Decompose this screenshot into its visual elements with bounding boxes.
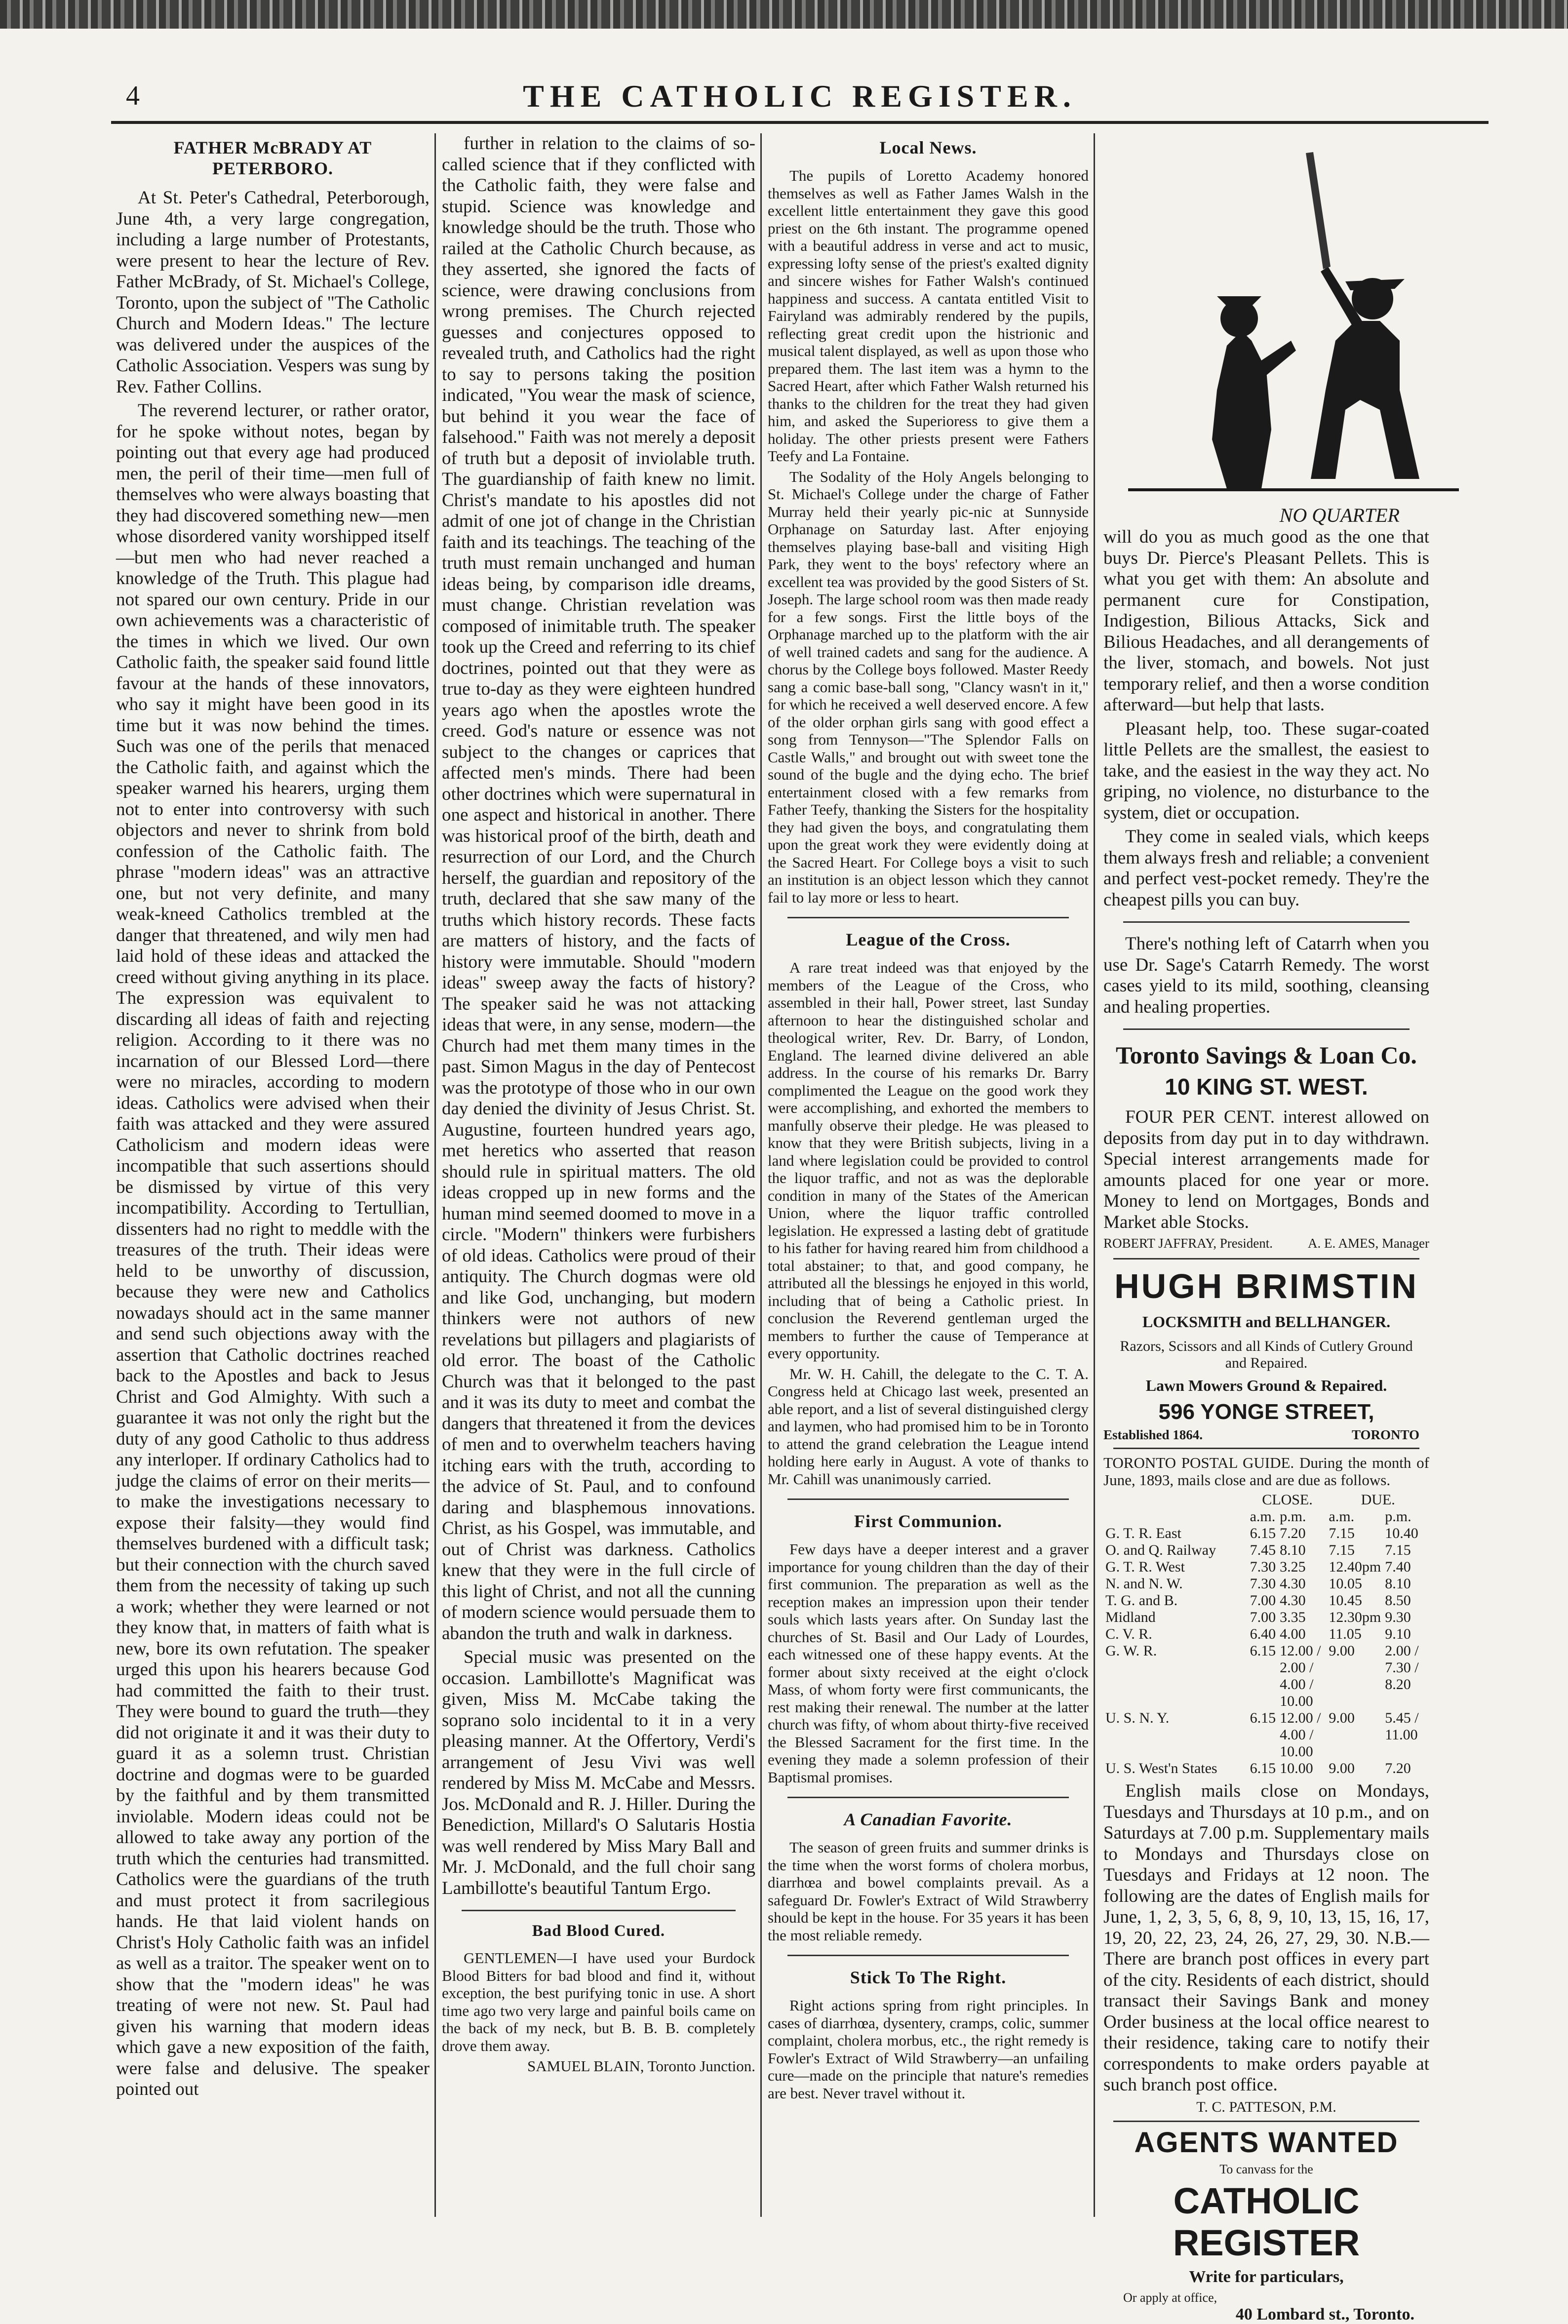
postal-cell: 12.00 / 4.00 / 10.00 — [1280, 1710, 1321, 1760]
postal-row — [1103, 1559, 1429, 1576]
postal-cell: 2.00 / 7.30 / 8.20 — [1385, 1643, 1419, 1693]
news-paragraph: Few days have a deeper interest and a graver importance for young children than the day of their first communion. The preparation as well as the reception makes an impression upon their tender souls which lasts years after. On Sunday last the churches of St. Basil and Our Lady of Lourdes, each witnessed one of these happy events. At the former about sixty received at the eight o'clock Mass, of whom forty were first communicants, the rest making their renewal. The number at the latter church was fifty, of whom about thirty-five received the Blessed Sacrament for the first time. In the evening they made a solemn profession of their Baptismal promises. — [768, 1540, 1089, 1786]
no-quarter-illustration — [1103, 133, 1479, 504]
column-rule — [760, 133, 762, 2217]
scan-edge — [0, 0, 1568, 29]
news-paragraph: The Sodality of the Holy Angels belonging to St. Michael's College under the charge of Father Murray held their yearly pic-nic at Sunnyside Orphanage on Saturday last. After enjoying themselves playing base-ball and visiting High Park, they went to the boys' refectory where an excellent tea was provided by the good Sisters of St. Joseph. The large school room was then made ready for a few songs. First the little boys of the Orphanage marched up to the platform with the air of well trained cadets and sang for the audience. A chorus by the College boys followed. Master Reedy sang a comic base-ball song, "Clancy wasn't in it," for which he received a well deserved encore. A few of the older orphan girls sang with good effect a song from Tennyson—"The Splendor Falls on Castle Walls," and brought out with sweet tone the sound of the bugle and the dying echo. The brief entertainment closed with a few remarks from Father Teefy, thanking the Sisters for the hospitality they had given the boys, and congratulating them upon the great work they were evidently doing at the Sacred Heart. For College boys a visit to such an institution is an object lesson which they cannot fail to lay more or less to heart. — [768, 468, 1089, 906]
section-heading: First Communion. — [854, 1511, 1002, 1531]
agents-address: 40 Lombard st., Toronto. — [1235, 2305, 1414, 2324]
brimstin-city: TORONTO — [1351, 1427, 1419, 1442]
ad-text: Pleasant help, too. These sugar-coated little Pellets are the smallest, the easiest to take, and the easiest in the way they act. No griping, no violence, no disturbance to the system, diet or occupation. — [1103, 718, 1429, 823]
postal-cell: 12.40pm — [1329, 1559, 1381, 1575]
postal-cell: 7.00 — [1250, 1609, 1276, 1625]
section-heading: League of the Cross. — [846, 930, 1011, 949]
brimstin-trade: LOCKSMITH and BELLHANGER. — [1142, 1313, 1391, 1331]
postal-route: U. S. West'n States — [1105, 1760, 1217, 1776]
postal-row — [1103, 1609, 1429, 1626]
postal-row — [1103, 1710, 1429, 1760]
postal-table — [1103, 1492, 1429, 1777]
postal-route: Midland — [1105, 1609, 1156, 1625]
postal-row — [1103, 1542, 1429, 1559]
postal-row — [1103, 1626, 1429, 1643]
postal-route: N. and N. W. — [1105, 1576, 1183, 1592]
postal-ampm: a.m. — [1250, 1508, 1276, 1525]
postal-cell: 8.50 — [1385, 1592, 1411, 1609]
postal-cell: 7.15 — [1329, 1525, 1355, 1541]
divider — [462, 1910, 736, 1911]
postal-cell: 10.05 — [1329, 1576, 1362, 1592]
postal-cell: 7.15 — [1385, 1542, 1411, 1558]
ad-signature: SAMUEL BLAIN, Toronto Junction. — [527, 2057, 755, 2075]
article-paragraph: The reverend lecturer, or rather orator, for he spoke without notes, began by pointing out that every age had produced men, the peril of their time—men full of themselves who were always boasting that they had discovered something new—men whose disordered vanity worshipped itself—but men who had never reached a knowledge of the Truth. This plague had not spared our own century. Pride in our own achievements was a characteristic of the times in which we lived. Our own Catholic faith, the speaker said found little favour at the hands of these innovators, who say it might have been good in its time but it was now behind the times. Such was one of the perils that menaced the Catholic faith, and against which the speaker warned his hearers, urging them not to enter into controversy with such objectors and never to shrink from bold confession of the Catholic faith. The phrase "modern ideas" was an attractive one, but not very definite, and many weak-kneed Catholics trembled at the danger that threatened, and wily men had laid hold of these ideas and attacked the creed without giving anything in its place. The expression was equivalent to discarding all ideas of faith and rejecting religion. According to it there was no incarnation of our Blessed Lord—there were no miracles, according to modern ideas. Catholics were advised when their faith was attacked and they were assured Catholicism and modern ideas were incompatible that such assertions should be dismissed by virtue of this very incompatibility. According to Tertullian, dissenters had no right to meddle with the treasures of the truth. Their ideas were held to be unworthy of discussion, because they were new and Catholics nowadays should act in the same manner and send such objections away with the assertion that Catholic doctrines reached back to the Apostles and back to Jesus Christ and God Almighty. With such a guarantee it was not only the right but the duty of any good Catholic to thus address any interloper. If ordinary Catholics had to judge the claims of error on their merits—to make the investigations necessary to expose their falsity—they would find themselves burdened with a difficult task; but their connection with the church saved them from the necessity of taking up such a work; whether they were learned or not they know that, in matters of faith what is new, bore its own refutation. The speaker urged this upon his hearers because God had committed the faith to their trust. They were bound to guard the truth—they did not originate it and it was their duty to guard it as a solemn trust. Christian doctrine and dogmas were to be guarded by the faithful and by them transmitted inviolable. Modern ideas could not be allowed to take away any portion of the truth which the centuries had transmitted. Catholics were the guardians of the truth and must protect it from sacrilegious hands. He that laid violent hands on Christ's Holy Catholic faith was an infidel as well as a traitor. The speaker went on to show that the "modern ideas" he was treating of were not new. St. Paul had given his warning that modern ideas which gave a new exposition of the faith, were false and delusive. The speaker pointed out — [116, 400, 430, 2099]
postal-postmaster: T. C. PATTESON, P.M. — [1196, 2098, 1336, 2115]
article-paragraph: further in relation to the claims of so-called science that if they conflicted with the Catholic faith, they were false and stupid. Science was knowledge and knowledge should be the truth. Those who railed at the Catholic Church because, as they asserted, she ignored the facts of science, were drawing conclusions from wrong premises. The Church rejected guesses and conjectures opposed to revealed truth, and Catholics had the right to say to persons taking the position indicated, "You wear the mask of science, but behind it you wear the face of falsehood." Faith was not merely a deposit of truth but a deposit of inviolable truth. The guardianship of faith knew no limit. Christ's mandate to his apostles did not admit of one jot of change in the Christian faith and its teachings. The teaching of the truth must remain unchanged and human ideas being, by comparison idle dreams, must change. Christian revelation was composed of inimitable truth. The speaker took up the Creed and referring to its chief doctrines, pointed out that they were as true to-day as they were eighteen hundred years ago when the apostles wrote the creed. God's nature or essence was not subject to the changes or caprices that affected men's minds. There had been other doctrines which were supernatural in one aspect and historical in another. There was historical proof of the birth, death and resurrection of our Lord, and the Church herself, the guardian and repository of the truth, declared that she saw many of the truths which history records. These facts are matters of history, and the facts of history were immutable. Should "modern ideas" sweep away the facts of history? The speaker said he was not attacking ideas that were, in any sense, modern—the Church had met them many times in the past. Simon Magus in the day of Pentecost was the prototype of those who in our own day denied the divinity of Jesus Christ. St. Augustine, fourteen hundred years ago, met heretics who asserted that reason should rule in spiritual matters. The old ideas cropped up in new forms and the human mind seemed doomed to move in a circle. "Modern" thinkers were furbishers of old ideas. Catholics were proud of their antiquity. The Church dogmas were old and like God, unchanging, but modern thinkers were not authors of new revelations but pillagers and plagiarists of old error. The boast of the Catholic Church was that it belonged to the past and it was its duty to meet and combat the dangers that threatened it from the devices of men and to overwhelm teachers having itching ears with the truth, according to the advice of St. Paul, and to confound daring and blasphemous innovations. Christ, as his Gospel, was immutable, and out of Christ was darkness. Catholics knew that they were in the full circle of this light of Christ, and not all the cunning of modern science would persuade them to abandon the truth and walk in darkness. — [442, 133, 755, 1644]
savings-text: FOUR PER CENT. interest allowed on deposits from day put in to day withdrawn. Special interest arrangements made for amounts placed for one year or more. Money to lend on Mortgages, Bonds and Market able Stocks. — [1103, 1107, 1429, 1232]
postal-route: G. W. R. — [1105, 1643, 1157, 1659]
article-paragraph: At St. Peter's Cathedral, Peterborough, June 4th, a very large congregation, including a large number of Protestants, were present to hear the lecture of Rev. Father McBrady, of St. Michael's College, Toronto, upon the subject of "The Catholic Church and Modern Ideas." The lecture was delivered under the auspices of the Catholic Association. Vespers was sung by Rev. Father Collins. — [116, 188, 430, 397]
postal-col-due: DUE. — [1361, 1492, 1395, 1508]
postal-cell: 5.45 / 11.00 — [1385, 1710, 1419, 1743]
ad-text: There's nothing left of Catarrh when you use Dr. Sage's Catarrh Remedy. The worst cases yield to its mild, soothing, cleansing and healing properties. — [1103, 934, 1429, 1017]
section-heading: Stick To The Right. — [850, 1968, 1007, 1987]
column-3 — [768, 133, 1089, 2222]
postal-cell: 7.45 — [1250, 1542, 1276, 1558]
postal-cell: 7.40 — [1385, 1559, 1411, 1575]
postal-notes: English mails close on Mondays, Tuesdays and Thursdays at 10 p.m., and on Saturdays at 7.00 p.m. Supplementary mails to Mondays and Thursdays close on Tuesdays and Fridays at 12 noon. The following are the dates of English mails for June, 1, 2, 3, 5, 6, 8, 9, 10, 13, 15, 16, 17, 19, 20, 22, 23, 24, 26, 27, 29, 30. N.B.—There are branch post offices in every part of the city. Residents of each district, should transact their Savings Bank and money Order business at the local office nearest to their residence, taking care to notify their correspondents to make orders payable at such branch post office. — [1103, 1781, 1429, 2095]
column-1 — [116, 133, 430, 2222]
masthead — [111, 74, 1489, 124]
postal-cell: 7.00 — [1250, 1592, 1276, 1609]
newspaper-title: THE CATHOLIC REGISTER. — [523, 79, 1077, 114]
postal-cell: 3.35 — [1280, 1609, 1306, 1625]
postal-cell: 12.00 / 2.00 / 4.00 / 10.00 — [1280, 1643, 1321, 1709]
postal-cell: 9.30 — [1385, 1609, 1411, 1625]
ad-text: will do you as much good as the one that buys Dr. Pierce's Pleasant Pellets. This is what you get with them: An absolute and permanent cure for Constipation, Indigestion, Bilious Attacks, Sick and Bilious Headaches, and all derangements of the liver, stomach, and bowels. Not just temporary relief, and then a worse condition afterward—but help that lasts. — [1103, 527, 1429, 715]
brimstin-address: 596 YONGE STREET, — [1158, 1400, 1374, 1424]
postal-row — [1103, 1576, 1429, 1592]
news-paragraph: The pupils of Loretto Academy honored themselves as well as Father James Walsh in the excellent little entertainment they gave this good priest on the 6th instant. The programme opened with a beautiful address in verse and act to music, expressing lofty sense of the priest's exalted dignity and sincere wishes for Father Walsh's continued happiness and success. A cantata entitled Visit to Fairyland was admirably rendered by the pupils, reflecting great credit upon the histrionic and musical talent displayed, as well as upon those who prepared them. The last item was a hymn to the Sacred Heart, after which Father Walsh returned his thanks to the children for the treat they had given him, and asked the Superioress to give them a holiday. The other priests present were Fathers Teefy and La Fontaine. — [768, 167, 1089, 465]
postal-ampm: a.m. — [1329, 1508, 1355, 1525]
postal-route: C. V. R. — [1105, 1626, 1152, 1642]
postal-cell: 8.10 — [1385, 1576, 1411, 1592]
postal-cell: 8.10 — [1280, 1542, 1306, 1558]
ad-text: GENTLEMEN—I have used your Burdock Blood Bitters for bad blood and find it, without exception, the best purifying tonic in use. A short time ago two very large and painful boils came on the back of my neck, but B. B. B. completely drove them away. — [442, 1949, 755, 2054]
postal-cell: 6.15 — [1250, 1710, 1276, 1726]
postal-ampm: p.m. — [1385, 1508, 1411, 1525]
column-rule — [434, 133, 436, 2217]
postal-route: O. and Q. Railway — [1105, 1542, 1216, 1558]
news-paragraph: A rare treat indeed was that enjoyed by the members of the League of the Cross, who assembled in their hall, Power street, last Sunday afternoon to hear the distinguished scholar and theological writer, Rev. Dr. Barry, of London, England. The learned divine delivered an able address. In the course of his remarks Dr. Barry complimented the League on the good work they were accomplishing, and exhorted the members to manfully observe their pledge. He was pleased to know that they were British subjects, living in a land where legislation could be provided to control the liquor traffic, and not as was the deplorable condition in many of the States of the American Union, where the liquor traffic controlled legislation. He expressed a lasting debt of gratitude to his father for having reared him from childhood a total abstainer; to that, and good company, he attributed all the blessings he enjoyed in this world, including that of being a Catholic priest. In conclusion the Reverend gentleman urged the members to further the cause of Temperance at every opportunity. — [768, 959, 1089, 1362]
divider — [1123, 921, 1410, 923]
postal-cell: 7.15 — [1329, 1542, 1355, 1558]
postal-cell: 9.10 — [1385, 1626, 1411, 1642]
postal-cell: 6.15 — [1250, 1643, 1276, 1659]
savings-manager: A. E. AMES, Manager — [1308, 1236, 1429, 1251]
divider — [787, 1498, 1069, 1500]
postal-cell: 7.30 — [1250, 1559, 1276, 1575]
divider — [787, 1955, 1069, 1956]
postal-ampm-row — [1103, 1508, 1429, 1525]
postal-cell: 11.05 — [1329, 1626, 1362, 1642]
postal-cell: 7.30 — [1250, 1576, 1276, 1592]
agents-sub: To canvass for the — [1219, 2162, 1313, 2176]
brimstin-established: Established 1864. — [1103, 1427, 1203, 1442]
postal-cell: 7.20 — [1385, 1760, 1411, 1776]
divider — [1113, 1258, 1419, 1260]
savings-title: Toronto Savings & Loan Co. — [1116, 1041, 1417, 1069]
postal-cell: 6.40 — [1250, 1626, 1276, 1642]
postal-cell: 9.00 — [1329, 1760, 1355, 1776]
agents-title: AGENTS WANTED — [1134, 2126, 1399, 2159]
divider — [1113, 1448, 1419, 1449]
postal-cell: 4.30 — [1280, 1576, 1306, 1592]
postal-row — [1103, 1643, 1429, 1710]
divider — [787, 1797, 1069, 1798]
postal-cell: 10.40 — [1385, 1525, 1418, 1541]
column-4 — [1103, 133, 1429, 2324]
postal-cell: 4.30 — [1280, 1592, 1306, 1609]
postal-cell: 9.00 — [1329, 1643, 1355, 1659]
news-paragraph: Mr. W. H. Cahill, the delegate to the C. T. A. Congress held at Chicago last week, presented an able report, and a list of several distinguished clergy and laymen, who had promised him to be in Toronto to attend the grand celebration the League intend holding here early in August. A vote of thanks to Mr. Cahill was unanimously carried. — [768, 1365, 1089, 1488]
savings-officers — [1103, 1236, 1429, 1251]
postal-cell: 9.00 — [1329, 1710, 1355, 1726]
postal-cell: 3.25 — [1280, 1559, 1306, 1575]
ad-text: Right actions spring from right principles. In cases of diarrhœa, dysentery, cramps, colic, summer complaint, cholera morbus, etc., the right remedy is Fowler's Extract of Wild Strawberry—an unfailing cure—made on the principle that nature's remedies are best. Never travel without it. — [768, 1997, 1089, 2102]
postal-route: G. T. R. West — [1105, 1559, 1185, 1575]
ad-text: The season of green fruits and summer drinks is the time when the worst forms of cholera morbus, diarrhœa and bowel complaints prevail. As a safeguard Dr. Fowler's Extract of Wild Strawberry should be kept in the house. For 35 years it has been the most reliable remedy. — [768, 1839, 1089, 1944]
postal-row — [1103, 1760, 1429, 1777]
article-paragraph: Special music was presented on the occasion. Lambillotte's Magnificat was given, Miss M. McCabe taking the soprano solo incidental to it in a very pleasing manner. At the Offertory, Verdi's arrangement of Jesu Vivi was well rendered by Miss M. McCabe and Messrs. Jos. McDonald and R. J. Hiller. During the Benediction, Millard's O Salutaris Hostia was well rendered by Miss Mary Ball and Mr. J. McDonald, and the full choir sang Lambillotte's beautiful Tantum Ergo. — [442, 1647, 755, 1898]
section-heading: Local News. — [879, 138, 977, 158]
agents-paper: CATHOLIC REGISTER — [1173, 2180, 1360, 2263]
brimstin-line: Lawn Mowers Ground & Repaired. — [1145, 1377, 1387, 1394]
column-rule — [1094, 133, 1095, 2217]
postal-cell: 6.15 — [1250, 1525, 1276, 1541]
postal-cell: 6.15 — [1250, 1760, 1276, 1776]
section-heading: A Canadian Favorite. — [844, 1810, 1013, 1829]
postal-cell: 7.20 — [1280, 1525, 1306, 1541]
postal-cell: 12.30pm — [1329, 1609, 1381, 1625]
postal-route: G. T. R. East — [1105, 1525, 1181, 1541]
postal-route: T. G. and B. — [1105, 1592, 1178, 1609]
page-number: 4 — [126, 80, 140, 111]
divider — [787, 917, 1069, 918]
postal-row — [1103, 1592, 1429, 1609]
ad-caption: NO QUARTER — [1279, 504, 1400, 526]
agents-write: Write for particulars, — [1189, 2267, 1344, 2286]
brimstin-footer — [1103, 1427, 1419, 1443]
ad-heading: Bad Blood Cured. — [532, 1922, 666, 1940]
divider — [1113, 2121, 1419, 2122]
divider — [1123, 1028, 1410, 1030]
article-heading: FATHER McBRADY AT PETERBORO. — [173, 138, 372, 178]
postal-intro: TORONTO POSTAL GUIDE. During the month of June, 1893, mails close and are due as follows. — [1103, 1454, 1429, 1489]
postal-row — [1103, 1525, 1429, 1542]
postal-ampm: p.m. — [1280, 1508, 1306, 1525]
savings-address: 10 KING ST. WEST. — [1165, 1074, 1368, 1100]
postal-header-row — [1103, 1492, 1429, 1508]
postal-route: U. S. N. Y. — [1105, 1710, 1170, 1726]
swordsman-illustration — [1103, 133, 1479, 504]
savings-president: ROBERT JAFFRAY, President. — [1103, 1236, 1273, 1251]
postal-col-close: CLOSE. — [1262, 1492, 1313, 1508]
postal-cell: 4.00 — [1280, 1626, 1306, 1642]
postal-cell: 10.45 — [1329, 1592, 1362, 1609]
column-2 — [442, 133, 755, 2222]
postal-cell: 10.00 — [1280, 1760, 1313, 1776]
brimstin-name: HUGH BRIMSTIN — [1114, 1267, 1418, 1305]
brimstin-line: Razors, Scissors and all Kinds of Cutlery Ground and Repaired. — [1120, 1338, 1413, 1371]
ad-text: They come in sealed vials, which keeps them always fresh and reliable; a convenient and perfect vest-pocket remedy. They're the cheapest pills you can buy. — [1103, 827, 1429, 910]
agents-apply: Or apply at office, — [1123, 2290, 1217, 2305]
